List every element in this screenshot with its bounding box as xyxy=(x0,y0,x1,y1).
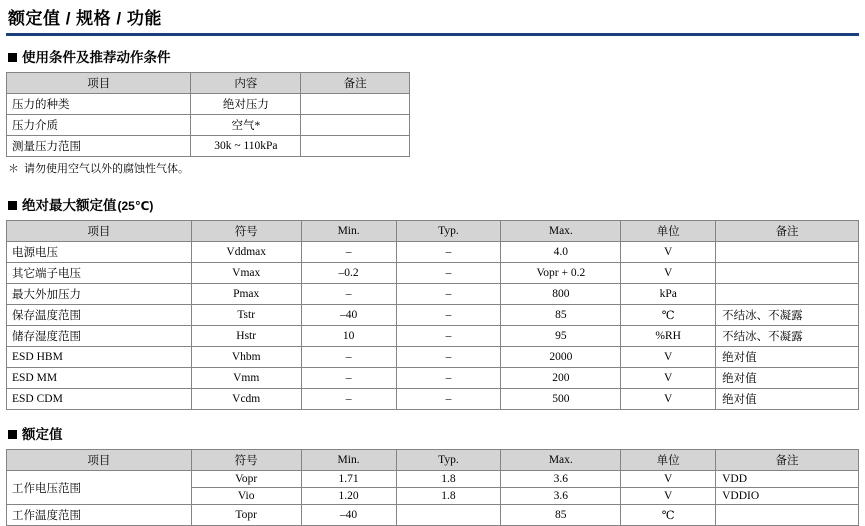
table-row xyxy=(7,136,410,157)
bullet-square-icon xyxy=(8,53,17,62)
cell-unit: V xyxy=(621,347,716,368)
cell-remark xyxy=(716,242,859,263)
table-header-row xyxy=(7,73,410,94)
cell-symbol: Vio xyxy=(191,488,301,505)
cell-typ: – xyxy=(396,389,501,410)
cell-min: – xyxy=(301,389,396,410)
table-row xyxy=(7,242,859,263)
cell-unit: V xyxy=(621,263,716,284)
cell-symbol: Hstr xyxy=(191,326,301,347)
cell-content: 30k ~ 110kPa xyxy=(191,136,301,157)
cell-item: 保存温度范围 xyxy=(7,305,192,326)
cell-max: 85 xyxy=(501,505,621,526)
cell-min: – xyxy=(301,368,396,389)
cell-item: 其它端子电压 xyxy=(7,263,192,284)
cell-symbol: Vmm xyxy=(191,368,301,389)
cell-typ: – xyxy=(396,305,501,326)
cell-typ: – xyxy=(396,368,501,389)
table-row xyxy=(7,368,859,389)
table-row xyxy=(7,471,859,488)
section-heading-ratings xyxy=(8,423,859,443)
column-header: 备注 xyxy=(301,73,410,94)
table-row xyxy=(7,389,859,410)
table-row xyxy=(7,263,859,284)
cell-remark xyxy=(301,94,410,115)
table-row xyxy=(7,284,859,305)
section-heading-text: 使用条件及推荐动作条件 xyxy=(22,50,171,65)
cell-item: 最大外加压力 xyxy=(7,284,192,305)
section-heading-text: 绝对最大额定值 xyxy=(22,198,117,213)
column-header: Min. xyxy=(301,450,396,471)
cell-item: ESD HBM xyxy=(7,347,192,368)
cell-item: 工作温度范围 xyxy=(7,505,192,526)
cell-typ: – xyxy=(396,326,501,347)
cell-item: 储存湿度范围 xyxy=(7,326,192,347)
cell-item: 电源电压 xyxy=(7,242,192,263)
table-usage-conditions xyxy=(6,72,410,157)
table-row xyxy=(7,305,859,326)
footnote-usage-conditions xyxy=(8,160,859,176)
cell-max: 4.0 xyxy=(501,242,621,263)
cell-unit: V xyxy=(621,488,716,505)
cell-item: 测量压力范围 xyxy=(7,136,191,157)
cell-max: 85 xyxy=(501,305,621,326)
column-header: 项目 xyxy=(7,450,192,471)
cell-symbol: Vddmax xyxy=(191,242,301,263)
section-heading-text: 额定值 xyxy=(22,427,63,442)
table-row xyxy=(7,115,410,136)
cell-remark: 不结冰、不凝露 xyxy=(716,326,859,347)
table-absolute-max-ratings xyxy=(6,220,859,410)
cell-typ: 1.8 xyxy=(396,488,501,505)
table-header-row xyxy=(7,221,859,242)
cell-max: 2000 xyxy=(501,347,621,368)
table-row xyxy=(7,505,859,526)
cell-remark: 绝对值 xyxy=(716,389,859,410)
cell-remark xyxy=(716,284,859,305)
cell-max: 95 xyxy=(501,326,621,347)
title-underline-rule xyxy=(6,33,859,36)
cell-symbol: Topr xyxy=(191,505,301,526)
cell-max: Vopr + 0.2 xyxy=(501,263,621,284)
column-header: 单位 xyxy=(621,221,716,242)
cell-item: 压力介质 xyxy=(7,115,191,136)
cell-remark xyxy=(301,115,410,136)
cell-symbol: Pmax xyxy=(191,284,301,305)
cell-typ: – xyxy=(396,347,501,368)
cell-unit: V xyxy=(621,242,716,263)
cell-max: 800 xyxy=(501,284,621,305)
cell-remark xyxy=(716,505,859,526)
cell-item: ESD MM xyxy=(7,368,192,389)
cell-max: 3.6 xyxy=(501,471,621,488)
table-row xyxy=(7,94,410,115)
cell-min: – xyxy=(301,242,396,263)
cell-typ: – xyxy=(396,284,501,305)
cell-min: – xyxy=(301,284,396,305)
cell-symbol: Tstr xyxy=(191,305,301,326)
cell-content: 空气* xyxy=(191,115,301,136)
cell-remark: 绝对值 xyxy=(716,368,859,389)
cell-min: –40 xyxy=(301,505,396,526)
page-title: 额定值 / 规格 / 功能 xyxy=(8,9,162,28)
cell-unit: ℃ xyxy=(621,305,716,326)
cell-unit: V xyxy=(621,368,716,389)
section-heading-absolute-max-ratings xyxy=(8,194,859,214)
cell-unit: V xyxy=(621,471,716,488)
section-heading-sub: (25℃) xyxy=(117,199,154,213)
cell-min: –40 xyxy=(301,305,396,326)
cell-unit: kPa xyxy=(621,284,716,305)
cell-typ xyxy=(396,505,501,526)
cell-min: 1.20 xyxy=(301,488,396,505)
cell-typ: – xyxy=(396,242,501,263)
cell-remark: 绝对值 xyxy=(716,347,859,368)
cell-typ: 1.8 xyxy=(396,471,501,488)
column-header: 项目 xyxy=(7,221,192,242)
cell-max: 200 xyxy=(501,368,621,389)
column-header: 备注 xyxy=(716,221,859,242)
cell-symbol: Vcdm xyxy=(191,389,301,410)
cell-item: 工作电压范围 xyxy=(7,471,192,505)
cell-typ: – xyxy=(396,263,501,284)
cell-unit: %RH xyxy=(621,326,716,347)
bullet-square-icon xyxy=(8,430,17,439)
cell-remark xyxy=(301,136,410,157)
cell-max: 3.6 xyxy=(501,488,621,505)
column-header: Max. xyxy=(501,450,621,471)
cell-symbol: Vmax xyxy=(191,263,301,284)
cell-unit: ℃ xyxy=(621,505,716,526)
cell-item: ESD CDM xyxy=(7,389,192,410)
cell-remark: VDD xyxy=(716,471,859,488)
cell-remark xyxy=(716,263,859,284)
table-row xyxy=(7,326,859,347)
cell-min: – xyxy=(301,347,396,368)
column-header: 符号 xyxy=(191,450,301,471)
column-header: Max. xyxy=(501,221,621,242)
cell-unit: V xyxy=(621,389,716,410)
column-header: Typ. xyxy=(396,221,501,242)
column-header: 内容 xyxy=(191,73,301,94)
cell-symbol: Vhbm xyxy=(191,347,301,368)
bullet-square-icon xyxy=(8,201,17,210)
column-header: 项目 xyxy=(7,73,191,94)
cell-item: 压力的种类 xyxy=(7,94,191,115)
column-header: 备注 xyxy=(716,450,859,471)
column-header: 符号 xyxy=(191,221,301,242)
column-header: 单位 xyxy=(621,450,716,471)
cell-content: 绝对压力 xyxy=(191,94,301,115)
table-ratings xyxy=(6,449,859,526)
cell-symbol: Vopr xyxy=(191,471,301,488)
section-heading-usage-conditions xyxy=(8,46,859,66)
footnote-marker: ＊ xyxy=(8,163,19,175)
cell-min: 1.71 xyxy=(301,471,396,488)
cell-min: 10 xyxy=(301,326,396,347)
table-header-row xyxy=(7,450,859,471)
cell-remark: VDDIO xyxy=(716,488,859,505)
footnote-text: 请勿使用空气以外的腐蚀性气体。 xyxy=(24,163,189,175)
cell-remark: 不结冰、不凝露 xyxy=(716,305,859,326)
column-header: Min. xyxy=(301,221,396,242)
column-header: Typ. xyxy=(396,450,501,471)
table-row xyxy=(7,347,859,368)
cell-max: 500 xyxy=(501,389,621,410)
cell-min: –0.2 xyxy=(301,263,396,284)
